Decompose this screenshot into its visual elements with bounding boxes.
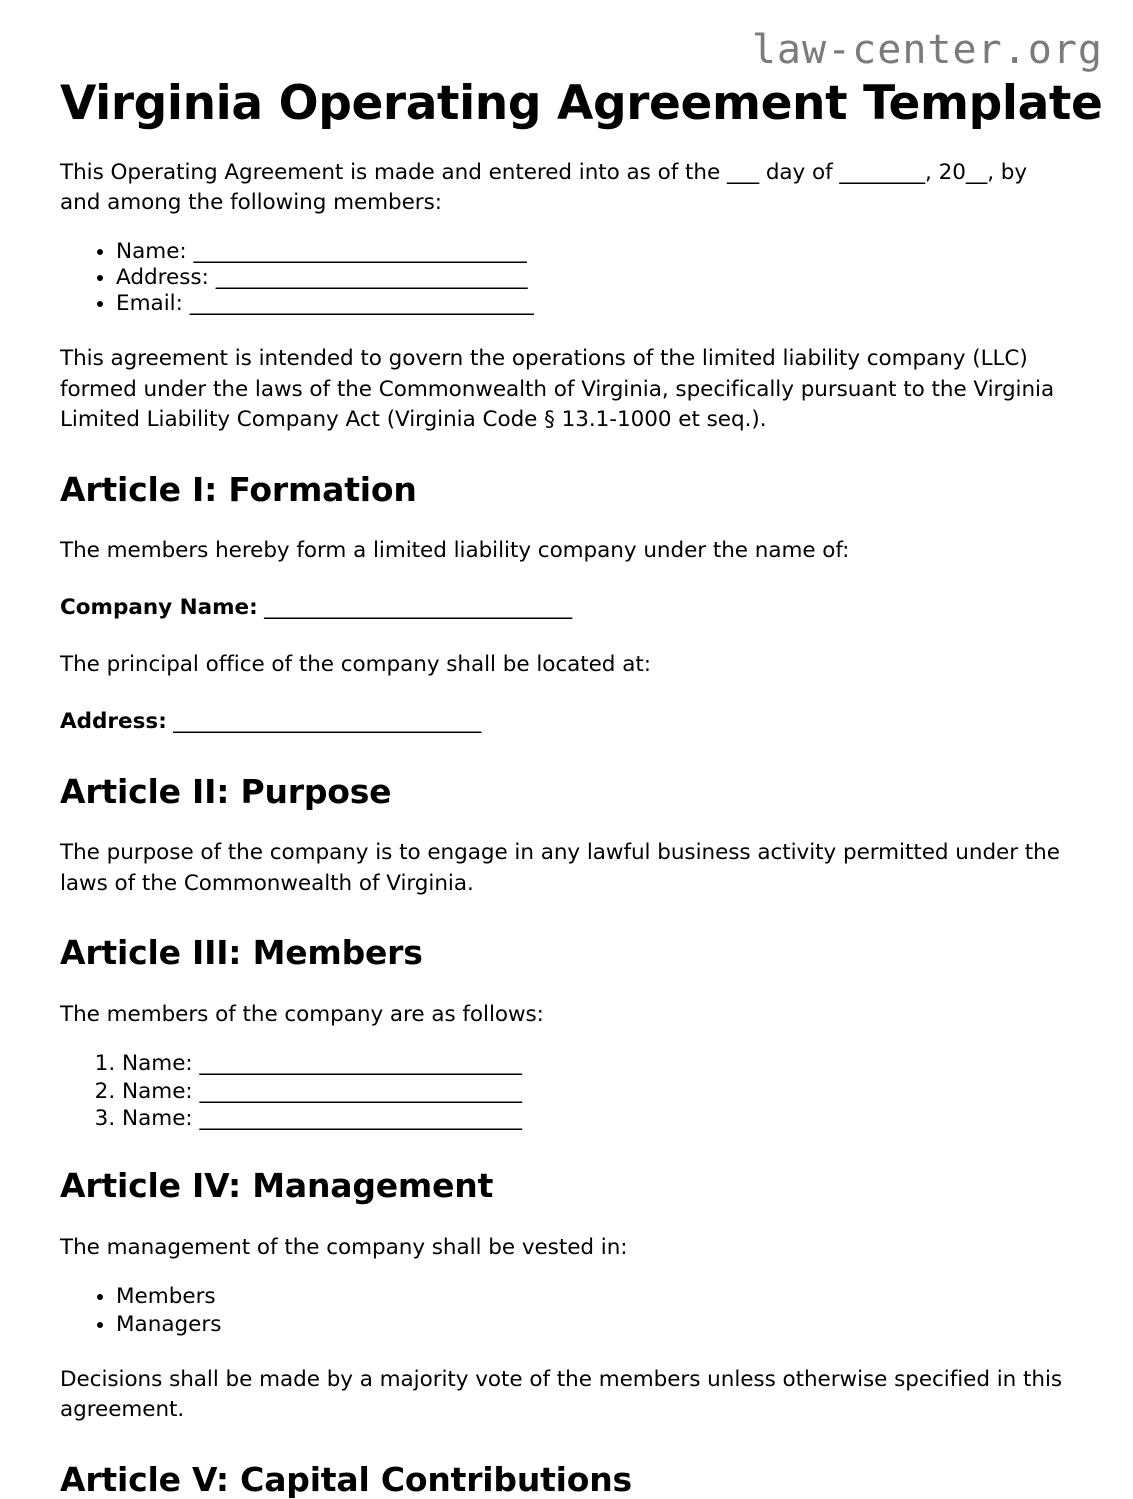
list-item: 1. Name: ______________________________ — [122, 1050, 1070, 1077]
principal-address-label: Address: — [60, 709, 167, 734]
article-4-paragraph-1: The management of the company shall be vested in: — [60, 1234, 628, 1260]
list-item: • Members — [116, 1283, 1070, 1310]
article-4-management-list — [60, 1283, 1070, 1338]
article-1-heading: Article I: Formation — [60, 469, 417, 509]
list-item: 2. Name: ______________________________ — [122, 1078, 1070, 1105]
principal-address-field — [60, 707, 1070, 738]
company-name-blank: ______________________________ — [257, 594, 572, 620]
article-3-paragraph-1: The members of the company are as follows: — [60, 1001, 544, 1027]
company-name-label: Company Name: — [60, 594, 258, 620]
governing-law-paragraph: This agreement is intended to govern the operations of the limited liability company (LLC) formed under the laws of the Commonwealth of Virginia, specifically pursuant to the Virginia Limited Liability Company Act (Virginia Code § 13.1-1000 et seq.). — [60, 346, 1055, 433]
list-item: 3. Name: ______________________________ — [122, 1105, 1070, 1132]
principal-address-blank: ______________________________ — [166, 709, 481, 734]
article-3-members-list — [60, 1050, 1070, 1132]
member-fields-list — [60, 239, 1070, 318]
article-3-heading: Article III: Members — [60, 933, 423, 973]
list-item: • Managers — [116, 1311, 1070, 1338]
page-title: Virginia Operating Agreement Template — [60, 76, 1103, 131]
article-4-paragraph-2: Decisions shall be made by a majority vote of the members unless otherwise specified in this agreement. — [60, 1366, 1063, 1423]
article-4-heading: Article IV: Management — [60, 1166, 494, 1206]
company-name-field — [60, 593, 1070, 624]
article-1-paragraph-1: The members hereby form a limited liability company under the name of: — [60, 538, 850, 564]
article-2-paragraph-1: The purpose of the company is to engage in any lawful business activity permitted under the laws of the Commonwealth of Virginia. — [60, 840, 1060, 896]
article-2-heading: Article II: Purpose — [60, 771, 392, 811]
intro-paragraph: This Operating Agreement is made and entered into as of the ___ day of ________, 20__, by and among the following members: — [60, 159, 1028, 216]
list-item: • Email: ________________________________ — [116, 291, 1070, 317]
site-watermark: law-center.org — [751, 27, 1103, 73]
document-content — [60, 76, 1103, 1499]
article-5-heading: Article V: Capital Contributions — [60, 1459, 633, 1499]
article-1-paragraph-2: The principal office of the company shall be located at: — [60, 652, 651, 678]
list-item: • Name: _______________________________ — [116, 239, 1070, 265]
list-item: • Address: _____________________________ — [116, 265, 1070, 291]
